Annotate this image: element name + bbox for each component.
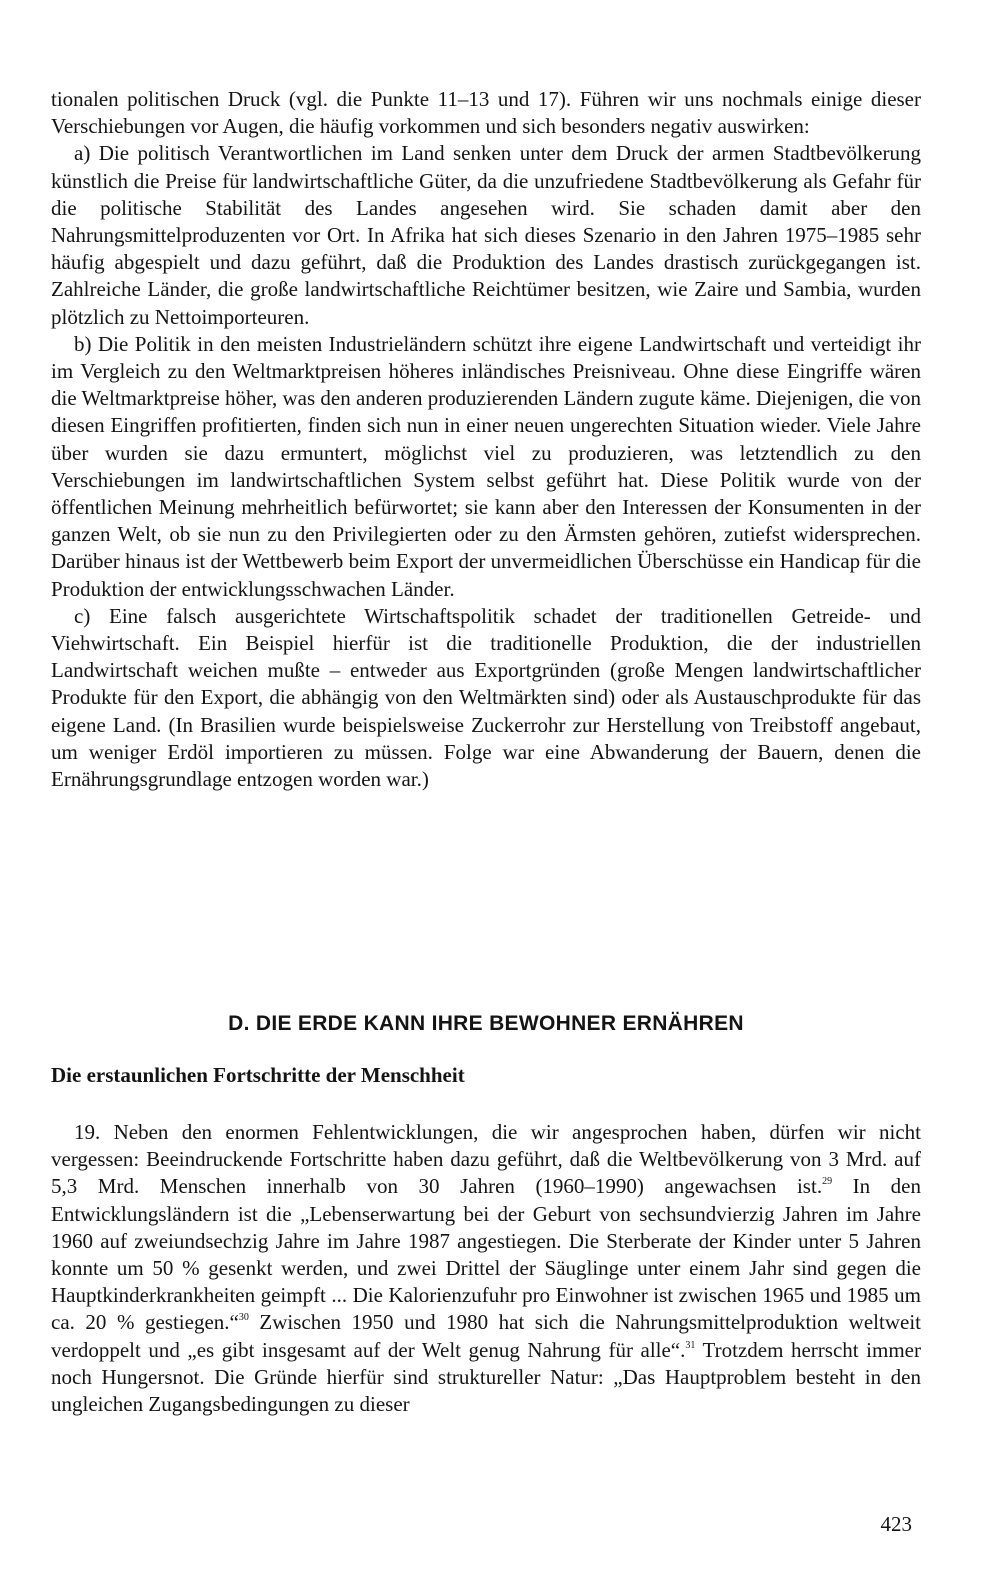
body-text-upper bbox=[51, 86, 921, 793]
page-number: 423 bbox=[880, 1512, 912, 1536]
paragraph-19 bbox=[51, 1119, 921, 1418]
paragraph-19-part-2: In den Entwicklungsländern ist die „Lebenserwartung bei der Geburt von sechsundvierzig Jahren im Jahre 1960 auf zweiundsechzig Jahre im Jahre 1987 angestiegen. Die Sterberate der Kinder unter 5 Jahren konnte um 50 % gesenkt werden, und zwei Drittel der Säuglinge unter einem Jahr sind gegen die Hauptkinderkrankheiten geimpft ... Die Kalorienzufuhr pro Einwohner ist zwischen 1965 und 1985 um ca. 20 % gestiegen.“ bbox=[51, 1174, 921, 1335]
paragraph-b: b) Die Politik in den meisten Industrieländern schützt ihre eigene Landwirtschaft und verteidigt ihr im Vergleich zu den Weltmarktpreisen höheres inländisches Preisniveau. Ohne diese Eingriffe wären die Weltmarktpreise höher, was den anderen produzierenden Ländern zugute käme. Diejenigen, die von diesen Eingriffen profitierten, finden sich nun in einer neuen ungerechten Situation wieder. Viele Jahre über wurden sie dazu ermuntert, möglichst viel zu produzieren, was letztendlich zu den Verschiebungen im landwirtschaftlichen System selbst geführt hat. Diese Politik wurde von der öffentlichen Meinung mehrheitlich befürwortet; sie kann aber den Interessen der Konsumenten in der ganzen Welt, ob sie nun zu den Privilegierten oder zu den Ärmsten gehören, zutiefst widersprechen. Darüber hinaus ist der Wettbewerb beim Export der unvermeidlichen Überschüsse ein Handicap für die Produktion der entwicklungsschwachen Länder. bbox=[51, 331, 921, 601]
paragraph-a: a) Die politisch Verantwortlichen im Land senken unter dem Druck der armen Stadtbevölkerung künstlich die Preise für landwirtschaftliche Güter, da die unzufriedene Stadtbevölkerung als Gefahr für die politische Stabilität des Landes angesehen wird. Sie schaden damit aber den Nahrungsmittelproduzenten vor Ort. In Afrika hat sich dieses Szenario in den Jahren 1975–1985 sehr häufig abgespielt und dazu geführt, daß die Produktion des Landes drastisch zurückgegangen ist. Zahlreiche Länder, die große landwirtschaftliche Reichtümer besitzen, wie Zaire und Sambia, wurden plötzlich zu Nettoimporteuren. bbox=[51, 141, 921, 329]
footnote-ref-29: 29 bbox=[822, 1176, 833, 1188]
section-heading: D. DIE ERDE KANN IHRE BEWOHNER ERNÄHREN bbox=[228, 1012, 744, 1035]
intro-paragraph: tionalen politischen Druck (vgl. die Punkte 11–13 und 17). Führen wir uns nochmals einige dieser Verschiebungen vor Augen, die häufig vorkommen und sich besonders negativ auswirken: bbox=[51, 87, 921, 139]
paragraph-19-part-4: Trotzdem herrscht immer noch Hungersnot. Die Gründe hierfür sind struktureller Natur: „Das Hauptproblem besteht in den ungleichen Zugangsbedingungen zu dieser bbox=[51, 1337, 921, 1417]
footnote-ref-30: 30 bbox=[238, 1312, 249, 1324]
body-text-lower bbox=[51, 1119, 921, 1418]
subheading: Die erstaunlichen Fortschritte der Menschheit bbox=[51, 1063, 465, 1087]
paragraph-19-part-1: 19. Neben den enormen Fehlentwicklungen, die wir angesprochen haben, dürfen wir nicht vergessen: Beeindruckende Fortschritte haben dazu geführt, daß die Weltbevölkerung von 3 Mrd. auf 5,3 Mrd. Menschen innerhalb von 30 Jahren (1960–1990) angewachsen ist. bbox=[51, 1120, 921, 1199]
paragraph-19-part-3: Zwischen 1950 und 1980 hat sich die Nahrungsmittelproduktion weltweit verdoppelt und „es gibt insgesamt auf der Welt genug Nahrung für alle“. bbox=[51, 1310, 921, 1362]
paragraph-c: c) Eine falsch ausgerichtete Wirtschaftspolitik schadet der traditionellen Getreide- und Viehwirtschaft. Ein Beispiel hierfür ist die traditionelle Produktion, die der industriellen Landwirtschaft weichen mußte – entweder aus Exportgründen (große Mengen landwirtschaftlicher Produkte für den Export, die abhängig von den Weltmärkten sind) oder als Austauschprodukte für das eigene Land. (In Brasilien wurde beispielsweise Zuckerrohr zur Herstellung von Treibstoff angebaut, um weniger Erdöl importieren zu müssen. Folge war eine Abwanderung der Bauern, denen die Ernährungsgrundlage entzogen worden war.) bbox=[51, 603, 921, 792]
footnote-ref-31: 31 bbox=[685, 1339, 696, 1351]
